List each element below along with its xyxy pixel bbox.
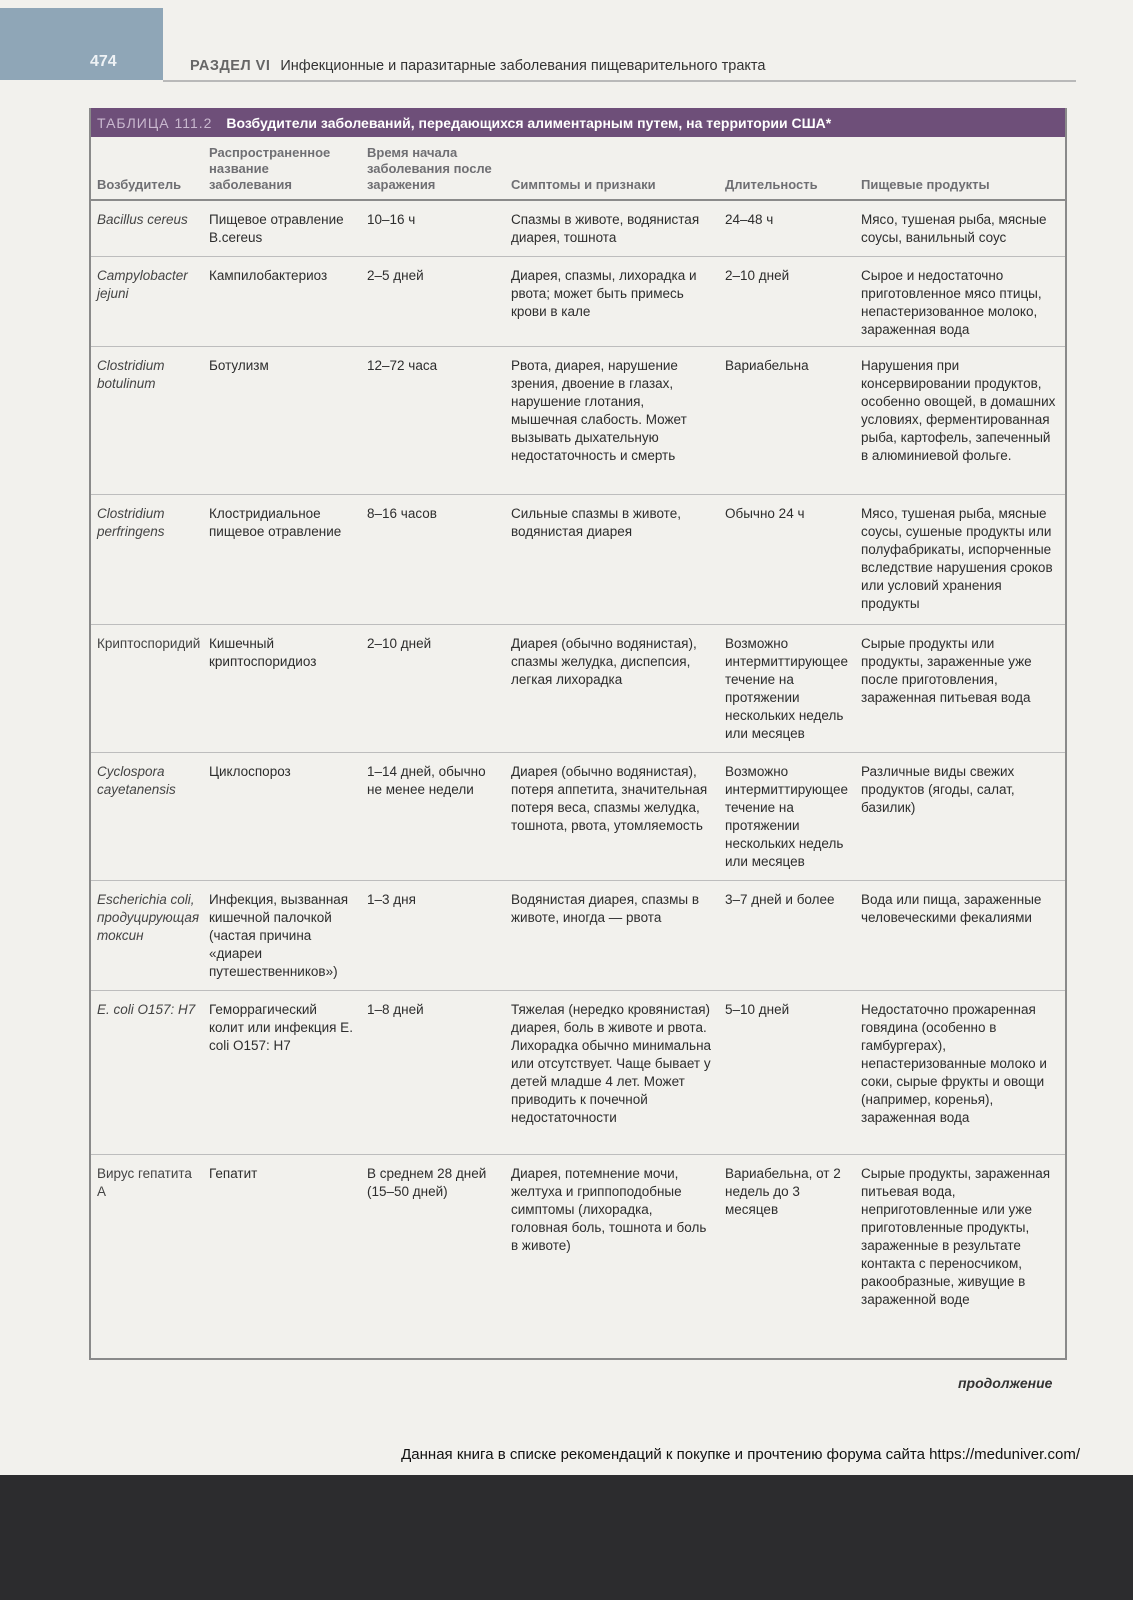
symptoms-cell: Рвота, диарея, нарушение зрения, двоение в глазах, нарушение глотания, мышечная слабость. Может вызывать дыхательную недостаточность и смерть xyxy=(505,346,719,494)
table-body xyxy=(91,200,1065,1332)
column-header: Симптомы и признаки xyxy=(505,137,719,200)
pathogen-cell: E. coli O157: H7 xyxy=(91,990,203,1154)
table-row xyxy=(91,256,1065,346)
onset-cell: 10–16 ч xyxy=(361,200,505,256)
disease-name-cell: Кишечный криптоспоридиоз xyxy=(203,624,361,752)
onset-cell: 2–5 дней xyxy=(361,256,505,346)
running-header xyxy=(190,58,765,74)
disease-name-cell: Инфекция, вызванная кишечной палочкой (частая причина «диареи путешественников») xyxy=(203,880,361,990)
column-header: Возбудитель xyxy=(91,137,203,200)
table-title-bar xyxy=(91,108,1065,137)
page-number-tab xyxy=(0,8,163,80)
table-row xyxy=(91,346,1065,494)
page-number: 474 xyxy=(90,53,117,70)
footer-note: Данная книга в списке рекомендаций к покупке и прочтению форума сайта https://meduniver.com/ xyxy=(401,1446,1080,1463)
table-title: Возбудители заболеваний, передающихся алиментарным путем, на территории США* xyxy=(226,114,832,131)
onset-cell: 1–14 дней, обычно не менее недели xyxy=(361,752,505,880)
pathogen-table xyxy=(91,137,1065,1332)
pathogen-cell: Escherichia coli, продуцирующая токсин xyxy=(91,880,203,990)
duration-cell: Возможно интермиттирующее течение на протяжении нескольких недель или месяцев xyxy=(719,624,855,752)
foods-cell: Сырые продукты, зараженная питьевая вода, неприготовленные или уже приготовленные продукты, зараженные в результате контакта с переносчиком, ракообразные, живущие в зараженной воде xyxy=(861,1165,1051,1307)
onset-cell: В среднем 28 дней (15–50 дней) xyxy=(367,1165,487,1199)
duration-cell: Обычно 24 ч xyxy=(719,494,855,624)
column-header: Время начала заболевания после заражения xyxy=(361,137,505,200)
pathogen-cell: Криптоспоридий xyxy=(91,624,203,752)
pathogen-cell: Clostridium perfringens xyxy=(91,494,203,624)
disease-name-cell: Гепатит xyxy=(209,1165,258,1181)
table-row xyxy=(91,1154,1065,1332)
duration-cell: 3–7 дней и более xyxy=(719,880,855,990)
table-row xyxy=(91,752,1065,880)
table-row xyxy=(91,990,1065,1154)
pathogen-cell: Вирус гепатита А xyxy=(97,1165,192,1199)
foods-cell: Недостаточно прожаренная говядина (особенно в гамбургерах), непастеризованные молоко и соки, сырые фрукты и овощи (например, коренья), зараженная вода xyxy=(855,990,1065,1154)
continuation-note: продолжение xyxy=(958,1375,1053,1391)
disease-name-cell: Ботулизм xyxy=(203,346,361,494)
disease-name-cell: Кампилобактериоз xyxy=(203,256,361,346)
pathogen-cell: Campylobacter jejuni xyxy=(91,256,203,346)
foods-cell: Мясо, тушеная рыба, мясные соусы, сушеные продукты или полуфабрикаты, испорченные вследствие нарушения сроков или условий хранения продукты xyxy=(855,494,1065,624)
symptoms-cell: Водянистая диарея, спазмы в животе, иногда — рвота xyxy=(505,880,719,990)
disease-name-cell: Циклоспороз xyxy=(203,752,361,880)
duration-cell: 2–10 дней xyxy=(719,256,855,346)
pathogen-cell: Clostridium botulinum xyxy=(91,346,203,494)
onset-cell: 2–10 дней xyxy=(361,624,505,752)
duration-cell: Вариабельна xyxy=(719,346,855,494)
disease-name-cell: Геморрагический колит или инфекция E. coli O157: H7 xyxy=(203,990,361,1154)
foods-cell: Нарушения при консервировании продуктов, особенно овощей, в домашних условиях, ферментированная рыба, картофель, запеченный в алюминиевой фольге. xyxy=(855,346,1065,494)
foods-cell: Мясо, тушеная рыба, мясные соусы, ванильный соус xyxy=(855,200,1065,256)
duration-cell: Возможно интермиттирующее течение на протяжении нескольких недель или месяцев xyxy=(719,752,855,880)
onset-cell: 1–8 дней xyxy=(361,990,505,1154)
pathogen-cell: Bacillus cereus xyxy=(91,200,203,256)
bottom-band xyxy=(0,1475,1133,1600)
section-label: РАЗДЕЛ VI xyxy=(190,58,271,74)
pathogen-cell: Cyclospora cayetanensis xyxy=(91,752,203,880)
foods-cell: Сырые продукты или продукты, зараженные уже после приготовления, зараженная питьевая вода xyxy=(855,624,1065,752)
symptoms-cell: Диарея, потемнение мочи, желтуха и гриппоподобные симптомы (лихорадка, головная боль, тошнота и боль в животе) xyxy=(511,1165,707,1253)
symptoms-cell: Диарея (обычно водянистая), спазмы желудка, диспепсия, легкая лихорадка xyxy=(505,624,719,752)
symptoms-cell: Сильные спазмы в животе, водянистая диарея xyxy=(505,494,719,624)
duration-cell: 24–48 ч xyxy=(719,200,855,256)
table-header-row xyxy=(91,137,1065,200)
symptoms-cell: Диарея, спазмы, лихорадка и рвота; может быть примесь крови в кале xyxy=(505,256,719,346)
table-row xyxy=(91,494,1065,624)
onset-cell: 8–16 часов xyxy=(361,494,505,624)
table-row xyxy=(91,880,1065,990)
column-header: Распространенное название заболевания xyxy=(203,137,361,200)
chapter-title: Инфекционные и паразитарные заболевания пищеварительного тракта xyxy=(280,58,766,74)
column-header: Длительность xyxy=(719,137,855,200)
foods-cell: Различные виды свежих продуктов (ягоды, салат, базилик) xyxy=(855,752,1065,880)
foods-cell: Сырое и недостаточно приготовленное мясо птицы, непастеризованное молоко, зараженная вода xyxy=(855,256,1065,346)
symptoms-cell: Спазмы в животе, водянистая диарея, тошнота xyxy=(505,200,719,256)
duration-cell: 5–10 дней xyxy=(719,990,855,1154)
table-label: ТАБЛИЦА 111.2 xyxy=(97,114,213,131)
onset-cell: 1–3 дня xyxy=(361,880,505,990)
duration-cell: Вариабельна, от 2 недель до 3 месяцев xyxy=(725,1165,841,1217)
disease-name-cell: Клостридиальное пищевое отравление xyxy=(203,494,361,624)
column-header: Пищевые продукты xyxy=(855,137,1065,200)
table-container xyxy=(89,108,1067,1360)
symptoms-cell: Тяжелая (нередко кровянистая) диарея, боль в животе и рвота. Лихорадка обычно минимальна или отсутствует. Чаще бывает у детей младше 4 лет. Может приводить к почечной недостаточности xyxy=(505,990,719,1154)
foods-cell: Вода или пища, зараженные человеческими фекалиями xyxy=(855,880,1065,990)
header-rule xyxy=(163,80,1076,82)
onset-cell: 12–72 часа xyxy=(361,346,505,494)
table-row xyxy=(91,624,1065,752)
disease-name-cell: Пищевое отравление B.cereus xyxy=(203,200,361,256)
table-row xyxy=(91,200,1065,256)
symptoms-cell: Диарея (обычно водянистая), потеря аппетита, значительная потеря веса, спазмы желудка, тошнота, рвота, утомляемость xyxy=(505,752,719,880)
